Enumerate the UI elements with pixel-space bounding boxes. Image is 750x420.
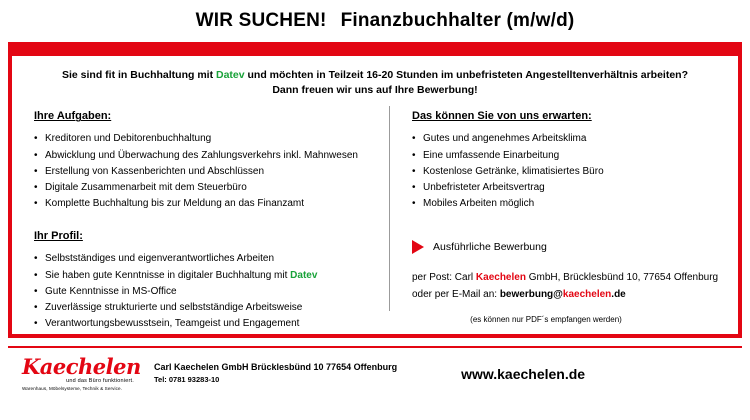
footer-phone: Tel: 0781 93283-10 <box>154 375 220 385</box>
list-item: • Digitale Zusammenarbeit mit dem Steuerbüro <box>34 180 377 196</box>
email-tld[interactable]: .de <box>611 288 626 300</box>
list-item: • Kostenlose Getränke, klimatisiertes Büro <box>412 164 720 180</box>
list-item: • Selbstständiges und eigenverantwortliches Arbeiten <box>34 251 377 267</box>
email-user[interactable]: bewerbung@ <box>499 288 563 300</box>
list-item: • Unbefristeter Arbeitsvertrag <box>412 180 720 196</box>
footer-website[interactable]: www.kaechelen.de <box>461 366 586 382</box>
list-item: • Abwicklung und Überwachung des Zahlungsverkehrs inkl. Mahnwesen <box>34 148 377 164</box>
list-item: • Verantwortungsbewusstsein, Teamgeist und Engagement <box>34 316 377 332</box>
logo-subline: Warenhaus, Möbelsysteme, Technik & Service. <box>22 385 123 391</box>
intro-text <box>12 56 738 98</box>
list-item: • Kreditoren und Debitorenbuchhaltung <box>34 131 377 147</box>
application-callout <box>412 240 720 254</box>
logo-wordmark: Kaechelen <box>22 353 141 379</box>
header <box>0 0 750 42</box>
list-item: • Gutes und angenehmes Arbeitsklima <box>412 131 720 147</box>
list-item: • Mobiles Arbeiten möglich <box>412 196 720 212</box>
offer-heading: Das können Sie von uns erwarten: <box>412 110 592 123</box>
footer-address <box>154 361 397 386</box>
right-column <box>390 110 720 332</box>
offer-list <box>412 131 720 212</box>
content-frame <box>8 42 742 338</box>
email-domain[interactable]: kaechelen <box>562 288 612 300</box>
tasks-heading: Ihre Aufgaben: <box>34 110 112 123</box>
contact-email-line <box>412 287 720 304</box>
list-item: • Eine umfassende Einarbeitung <box>412 148 720 164</box>
application-callout-label: Ausführliche Bewerbung <box>433 241 547 254</box>
left-column <box>34 110 389 332</box>
profile-heading: Ihr Profil: <box>34 230 83 243</box>
contact-email-prefix: oder per E-Mail an: <box>412 288 500 300</box>
profile-item2-text: Sie haben gute Kenntnisse in digitaler Buchhaltung mit <box>45 269 291 281</box>
contact-company-red: Kaechelen <box>475 272 526 284</box>
footer-divider <box>8 346 742 348</box>
contact-block <box>412 270 720 303</box>
list-item <box>34 268 377 284</box>
columns-wrapper <box>12 110 738 332</box>
frame-top-bar <box>12 46 738 56</box>
page-title: WIR SUCHEN! <box>195 10 327 31</box>
pdf-note: (es können nur PDF´s empfangen werden) <box>470 315 622 325</box>
list-item: • Erstellung von Kassenberichten und Abschlüssen <box>34 164 377 180</box>
arrow-right-icon <box>412 240 424 254</box>
job-position-title: Finanzbuchhalter (m/w/d) <box>340 10 575 31</box>
company-logo <box>8 353 141 391</box>
logo-tagline: und das Büro funktioniert. <box>66 377 134 384</box>
contact-post-line <box>412 270 720 287</box>
profile-list <box>34 251 377 332</box>
list-item: • Zuverlässige strukturierte und selbstständige Arbeitsweise <box>34 300 377 316</box>
footer <box>8 338 742 400</box>
intro-line2: Dann freuen wir uns auf Ihre Bewerbung! <box>272 84 478 97</box>
list-item: • Gute Kenntnisse in MS-Office <box>34 284 377 300</box>
contact-post-prefix: per Post: Carl <box>412 272 476 284</box>
tasks-list <box>34 131 377 212</box>
list-item: • Komplette Buchhaltung bis zur Meldung an das Finanzamt <box>34 196 377 212</box>
intro-line1-part2: und möchten in Teilzeit 16-20 Stunden im unbefristeten Angestelltenverhältnis arbeiten? <box>244 69 688 81</box>
intro-line1-part1: Sie sind fit in Buchhaltung mit <box>61 69 216 81</box>
contact-post-suffix: GmbH, Brücklesbünd 10, 77654 Offenburg <box>525 272 719 284</box>
intro-accent-datev: Datev <box>215 69 245 81</box>
profile-accent-datev: Datev <box>290 269 318 281</box>
footer-address-line1: Carl Kaechelen GmbH Brücklesbünd 10 77654 Offenburg <box>154 361 398 372</box>
